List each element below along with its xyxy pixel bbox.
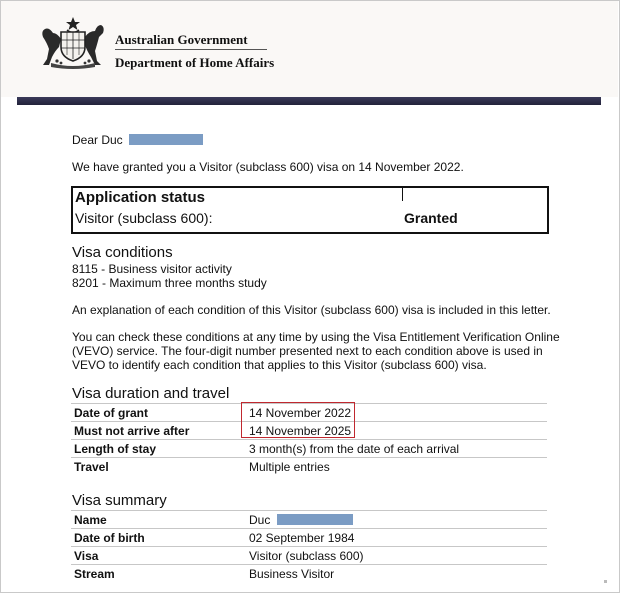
name-value: [249, 513, 353, 527]
page-corner-mark: [604, 580, 607, 583]
visa-value: Visitor (subclass 600): [249, 549, 364, 563]
travel-value: Multiple entries: [249, 460, 330, 474]
salutation-text: Dear Duc: [72, 133, 123, 147]
status-visa-label: Visitor (subclass 600):: [75, 210, 213, 226]
given-name: Duc: [249, 513, 271, 527]
header-band: [17, 97, 601, 105]
vevo-paragraph-line: (VEVO) service. The four-digit number presented next to each condition above is used in: [72, 344, 543, 358]
grant-sentence: We have granted you a Visitor (subclass 600) visa on 14 November 2022.: [72, 160, 464, 174]
visa-duration-heading: Visa duration and travel: [72, 385, 230, 402]
status-box-divider: [402, 186, 403, 201]
duration-row-label: Travel: [74, 460, 109, 474]
redacted-surname: [129, 134, 203, 145]
summary-row-label: Name: [74, 513, 107, 527]
duration-row-label: Date of grant: [74, 406, 149, 420]
duration-row-label: Length of stay: [74, 442, 157, 456]
condition-item: 8201 - Maximum three months study: [72, 276, 267, 290]
stream-value: Business Visitor: [249, 567, 335, 581]
table-rule: [71, 546, 547, 547]
header-divider: [115, 49, 267, 50]
application-status-heading: Application status: [75, 189, 206, 206]
table-rule: [71, 528, 547, 529]
table-rule: [71, 564, 547, 565]
date-of-birth-value: 02 September 1984: [249, 531, 355, 545]
table-rule: [71, 439, 547, 440]
date-of-grant-value: 14 November 2022: [249, 406, 352, 420]
status-value: Granted: [404, 210, 458, 226]
vevo-paragraph-line: You can check these conditions at any time by using the Visa Entitlement Verification Online: [72, 330, 560, 344]
letter-header: [1, 1, 618, 97]
condition-item: 8115 - Business visitor activity: [72, 262, 232, 276]
visa-summary-heading: Visa summary: [72, 492, 167, 509]
summary-row-label: Visa: [74, 549, 99, 563]
visa-conditions-heading: Visa conditions: [72, 244, 173, 261]
table-rule: [71, 457, 547, 458]
salutation: [72, 133, 203, 148]
government-name: Australian Government: [115, 32, 248, 47]
coat-of-arms-icon: [37, 15, 109, 71]
must-not-arrive-after-value: 14 November 2025: [249, 424, 352, 438]
vevo-paragraph-line: VEVO to identify each condition that applies to this Visitor (subclass 600) visa.: [72, 358, 487, 372]
table-rule: [71, 510, 547, 511]
department-name: Department of Home Affairs: [115, 55, 275, 70]
duration-row-label: Must not arrive after: [74, 424, 190, 438]
length-of-stay-value: 3 month(s) from the date of each arrival: [249, 442, 460, 456]
summary-row-label: Stream: [74, 567, 115, 581]
redacted-surname: [277, 514, 353, 525]
summary-row-label: Date of birth: [74, 531, 145, 545]
dates-highlight-box: [241, 402, 355, 438]
conditions-explanation: An explanation of each condition of this Visitor (subclass 600) visa is included in this letter.: [72, 303, 551, 317]
